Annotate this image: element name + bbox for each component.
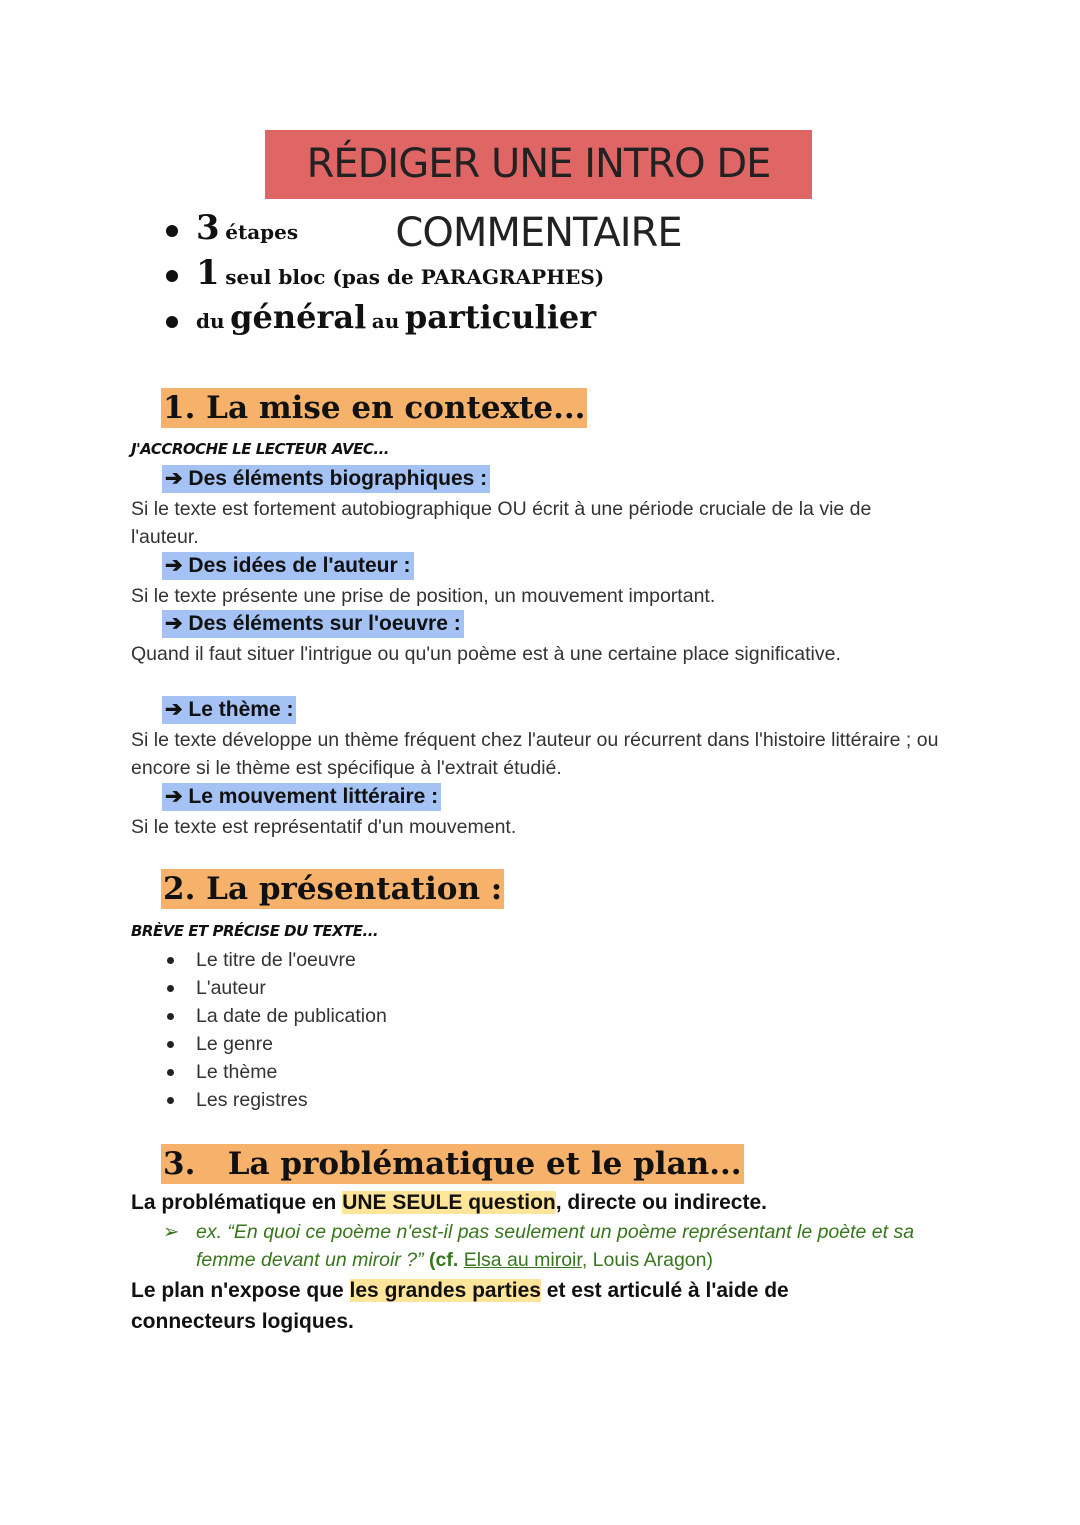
- problematique-text-a: La problématique en: [131, 1191, 343, 1214]
- problematique-text-b: , directe ou indirecte.: [555, 1191, 767, 1214]
- bullet-bloc-number: 1: [196, 253, 220, 293]
- section2-heading: 2. La présentation :: [163, 871, 503, 907]
- section1-item4-text: Si le texte développe un thème fréquent chez l'auteur ou récurrent dans l'histoire littéraire ; ou encore si le thème est spécifique à l'extrait étudié.: [131, 729, 939, 779]
- section2-note: BRÈVE ET PRÉCISE DU TEXTE...: [131, 922, 379, 940]
- bullet-general: [196, 298, 596, 336]
- example-author: , Louis Aragon): [581, 1249, 713, 1271]
- example-cf: (cf.: [429, 1249, 459, 1271]
- list-item: Le titre de l'oeuvre: [196, 949, 356, 971]
- bullet-general-big1: général: [230, 298, 367, 336]
- example-quote: ex. “En quoi ce poème n'est-il pas seulement un poème représentant le poète et sa femme devant un miroir ?”: [196, 1221, 915, 1271]
- list-bullet: [167, 1097, 174, 1104]
- plan-text-b: et est articulé à l'aide de connecteurs logiques.: [131, 1279, 789, 1333]
- section1-item5-label: ➔ Le mouvement littéraire :: [162, 783, 441, 811]
- bullet-dot: [166, 225, 178, 237]
- section1-item2-label: ➔ Des idées de l'auteur :: [162, 552, 414, 580]
- list-bullet: [167, 1069, 174, 1076]
- section3-heading: 3. La problématique et le plan...: [163, 1146, 742, 1182]
- plan-line: [131, 1275, 911, 1337]
- section1-item3-text: Quand il faut situer l'intrigue ou qu'un poème est à une certaine place significative.: [131, 643, 841, 665]
- section1-item2-text: Si le texte présente une prise de position, un mouvement important.: [131, 585, 716, 607]
- bullet-general-big2: particulier: [404, 298, 597, 336]
- list-item: La date de publication: [196, 1005, 387, 1027]
- bullet-bloc: [196, 253, 604, 293]
- list-bullet: [167, 957, 174, 964]
- bullet-steps-number: 3: [196, 208, 220, 248]
- bullet-general-mid: au: [371, 309, 400, 333]
- section1-item1-text: Si le texte est fortement autobiographique OU écrit à une période cruciale de la vie de l'auteur.: [131, 498, 872, 548]
- section1-item4-label: ➔ Le thème :: [162, 696, 296, 724]
- problematique-line: [131, 1188, 767, 1218]
- list-item: L'auteur: [196, 977, 266, 999]
- list-item: Le thème: [196, 1061, 278, 1083]
- problematique-highlight: UNE SEULE question: [342, 1191, 556, 1214]
- page-title: RÉDIGER UNE INTRO DE COMMENTAIRE: [265, 130, 812, 199]
- example-text: [196, 1218, 926, 1274]
- bullet-steps: [196, 208, 298, 248]
- plan-highlight: les grandes parties: [349, 1279, 541, 1302]
- section1-heading: 1. La mise en contexte...: [163, 390, 586, 426]
- list-item: Les registres: [196, 1089, 308, 1111]
- example-arrow: ➢: [163, 1221, 180, 1243]
- bullet-bloc-text: seul bloc (pas de PARAGRAPHES): [225, 265, 605, 289]
- list-bullet: [167, 1013, 174, 1020]
- example-work-link[interactable]: Elsa au miroir: [463, 1249, 582, 1271]
- section1-note: J'ACCROCHE LE LECTEUR AVEC...: [131, 440, 389, 458]
- list-bullet: [167, 1041, 174, 1048]
- list-item: Le genre: [196, 1033, 273, 1055]
- section1-item1-label: ➔ Des éléments biographiques :: [162, 465, 490, 493]
- bullet-general-pre: du: [196, 309, 225, 333]
- section1-item5-text: Si le texte est représentatif d'un mouvement.: [131, 816, 517, 838]
- plan-text-a: Le plan n'expose que: [131, 1279, 350, 1302]
- bullet-steps-text: étapes: [225, 220, 299, 244]
- list-bullet: [167, 985, 174, 992]
- bullet-dot: [166, 316, 178, 328]
- bullet-dot: [166, 270, 178, 282]
- section1-item3-label: ➔ Des éléments sur l'oeuvre :: [162, 610, 464, 638]
